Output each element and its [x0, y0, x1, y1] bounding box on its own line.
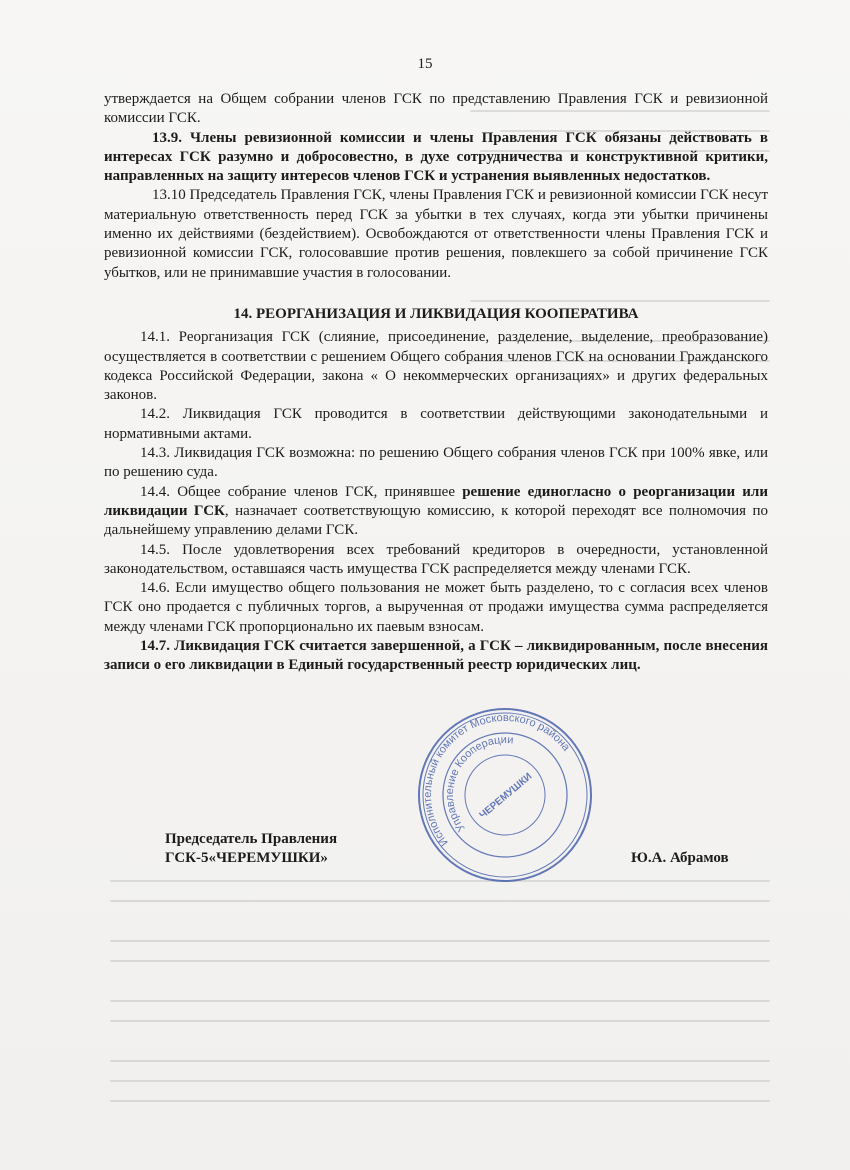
paragraph-13-10: 13.10 Председатель Правления ГСК, члены Правления ГСК и ревизионной комиссии ГСК несут материальную ответственность перед ГСК за убытки в тех случаях, когда эти убытки причинены именно их действиями (бездействием). Освобождаются от ответственности члены Правления ГСК и ревизионной комиссии ГСК, голосовавшие против решения, повлекшего за собой причинение ГСК убытков, или не принимавшие участия в голосовании. — [104, 187, 768, 281]
paragraph-14-4 — [104, 483, 768, 541]
paragraph-14-7: 14.7. Ликвидация ГСК считается завершенной, а ГСК – ликвидированным, после внесения записи о его ликвидации в Единый государственный реестр юридических лиц. — [104, 638, 768, 674]
stamp-center-text: ЧЕРЕМУШКИ — [477, 771, 535, 822]
document-body — [104, 90, 768, 676]
signature-title-line-1: Председатель Правления — [165, 831, 338, 847]
paragraph-14-4-part-c: , назначает соответствующую комиссию, к которой переходят все полномочия по дальнейшему управлению делами ГСК. — [104, 502, 768, 539]
paragraph-14-3: 14.3. Ликвидация ГСК возможна: по решению Общего собрания членов ГСК при 100% явке, или по решению суда. — [104, 445, 768, 481]
paragraph-14-5: 14.5. После удовлетворения всех требований кредиторов в очередности, установленной законодательством, оставшаяся часть имущества ГСК распределяется между членами ГСК. — [104, 541, 768, 577]
paragraph-14-4-part-b: решение единогласно о реорганизации или ликвидации ГСК — [104, 483, 768, 519]
paragraph-14-6: 14.6. Если имущество общего пользования не может быть разделено, то с согласия всех членов ГСК оно продается с публичных торгов, а вырученная от продажи имущества сумма распределяется между членами ГСК пропорционально их паевым взносам. — [104, 580, 768, 635]
paragraph-13-8-end: утверждается на Общем собрании членов ГСК по представлению Правления ГСК и ревизионной комиссии ГСК. — [104, 91, 768, 127]
signature-title-line-2: ГСК-5«ЧЕРЕМУШКИ» — [165, 850, 328, 866]
signature-block — [165, 830, 765, 868]
stamp-inner-text: Управление Кооперации — [443, 733, 514, 834]
paragraph-14-1: 14.1. Реорганизация ГСК (слияние, присоединение, разделение, выделение, преобразование) осуществляется в соответствии с решением Общего собрания членов ГСК на основании Гражданского кодекса Российской Федерации, закона « О некоммерческих организациях» и других федеральных законов. — [104, 329, 768, 404]
paragraph-13-9: 13.9. Члены ревизионной комиссии и члены Правления ГСК обязаны действовать в интересах ГСК разумно и добросовестно, в духе сотрудничества и конструктивной критики, направленных на защиту интересов членов ГСК и устранения выявленных недостатков. — [104, 129, 768, 185]
section-14-heading: 14. РЕОРГАНИЗАЦИЯ И ЛИКВИДАЦИЯ КООПЕРАТИВА — [233, 305, 639, 322]
signatory-name: Ю.А. Абрамов — [631, 850, 729, 866]
paragraph-14-4-part-a: 14.4. Общее собрание членов ГСК, принявшее — [140, 483, 463, 500]
stamp-outer-text: Исполнительный комитет Московского района — [421, 711, 573, 849]
page-number: 15 — [417, 56, 433, 72]
paragraph-14-2: 14.2. Ликвидация ГСК проводится в соответствии действующими законодательными и нормативными актами. — [104, 406, 768, 442]
